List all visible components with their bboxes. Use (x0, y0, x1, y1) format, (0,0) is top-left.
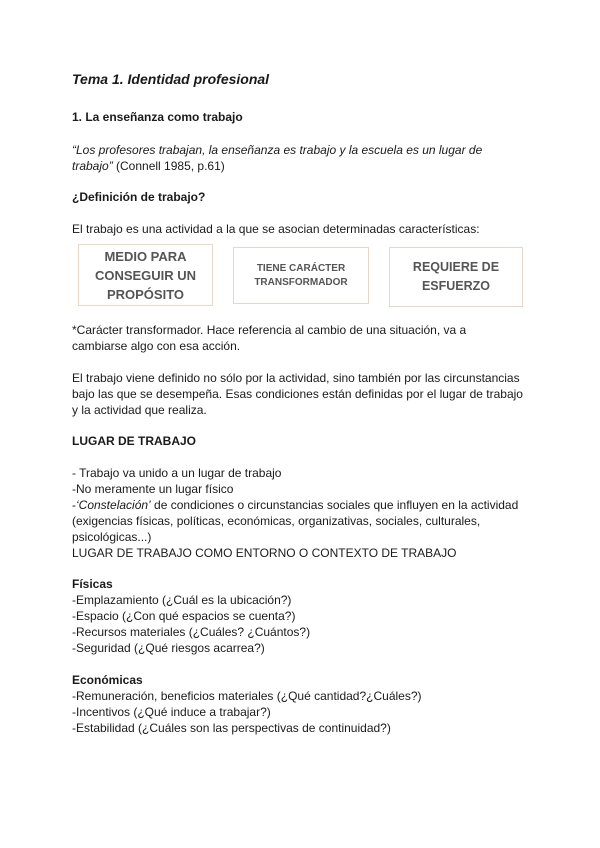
quote-line-1: “Los profesores trabajan, la enseñanza es trabajo y la escuela es un lugar de (72, 143, 483, 157)
lugar-item-3 (72, 497, 518, 514)
characteristic-box-purpose (78, 244, 213, 306)
characteristic-box-transform (233, 247, 369, 304)
list-item: -Seguridad (¿Qué riesgos acarrea?) (72, 641, 265, 655)
note-line-2: cambiarse algo con esa acción. (72, 339, 241, 353)
list-item: -Remuneración, beneficios materiales (¿Qué cantidad?¿Cuáles?) (72, 689, 422, 703)
lugar-item-3-line-2: (exigencias físicas, políticas, económicas, organizativas, sociales, culturales, (72, 514, 481, 528)
lugar-item-3-prefix: - (72, 498, 76, 512)
lugar-item-3-line-3: psicológicas...) (72, 530, 152, 544)
economicas-heading: Económicas (72, 673, 143, 687)
list-item: -Espacio (¿Con qué espacios se cuenta?) (72, 609, 296, 623)
definition-heading: ¿Definición de trabajo? (72, 190, 206, 204)
section1-heading: 1. La enseñanza como trabajo (72, 110, 243, 124)
note-line-1: *Carácter transformador. Hace referencia al cambio de una situación, va a (72, 323, 467, 337)
lugar-item-3-rest: de condiciones o circunstancias sociales que influyen en la actividad (150, 498, 519, 512)
lugar-item-4: LUGAR DE TRABAJO COMO ENTORNO O CONTEXTO DE TRABAJO (72, 546, 457, 560)
list-item: -Incentivos (¿Qué induce a trabajar?) (72, 705, 271, 719)
quote-citation: (Connell 1985, p.61) (112, 159, 225, 173)
fisicas-heading: Físicas (72, 577, 113, 591)
lugar-item-1: - Trabajo va unido a un lugar de trabajo (72, 466, 282, 480)
paragraph-line-2: bajo las que se desempeña. Esas condiciones están definidas por el lugar de trabajo (72, 387, 523, 401)
quote-line-2 (72, 158, 225, 175)
paragraph-line-3: y la actividad que realiza. (72, 403, 207, 417)
characteristic-box-label: REQUIERE DE ESFUERZO (412, 260, 500, 293)
list-item: -Estabilidad (¿Cuáles son las perspectivas de continuidad?) (72, 721, 391, 735)
lugar-heading: LUGAR DE TRABAJO (72, 434, 197, 448)
document-title: Tema 1. Identidad profesional (72, 71, 270, 87)
characteristic-box-effort (389, 247, 523, 307)
paragraph-line-1: El trabajo viene definido no sólo por la actividad, sino también por las circunstancias (72, 371, 520, 385)
list-item: -Recursos materiales (¿Cuáles? ¿Cuántos?) (72, 625, 311, 639)
list-item: -Emplazamiento (¿Cuál es la ubicación?) (72, 593, 292, 607)
lugar-item-2: -No meramente un lugar físico (72, 482, 234, 496)
definition-text: El trabajo es una actividad a la que se asocian determinadas características: (72, 222, 480, 236)
characteristic-box-label: MEDIO PARA CONSEGUIR UN PROPÓSITO (94, 248, 197, 302)
lugar-item-3-term: ‘Constelación’ (76, 498, 151, 512)
quote-end: trabajo” (72, 159, 113, 173)
characteristic-box-label: TIENE CARÁCTER TRANSFORMADOR (254, 262, 348, 288)
